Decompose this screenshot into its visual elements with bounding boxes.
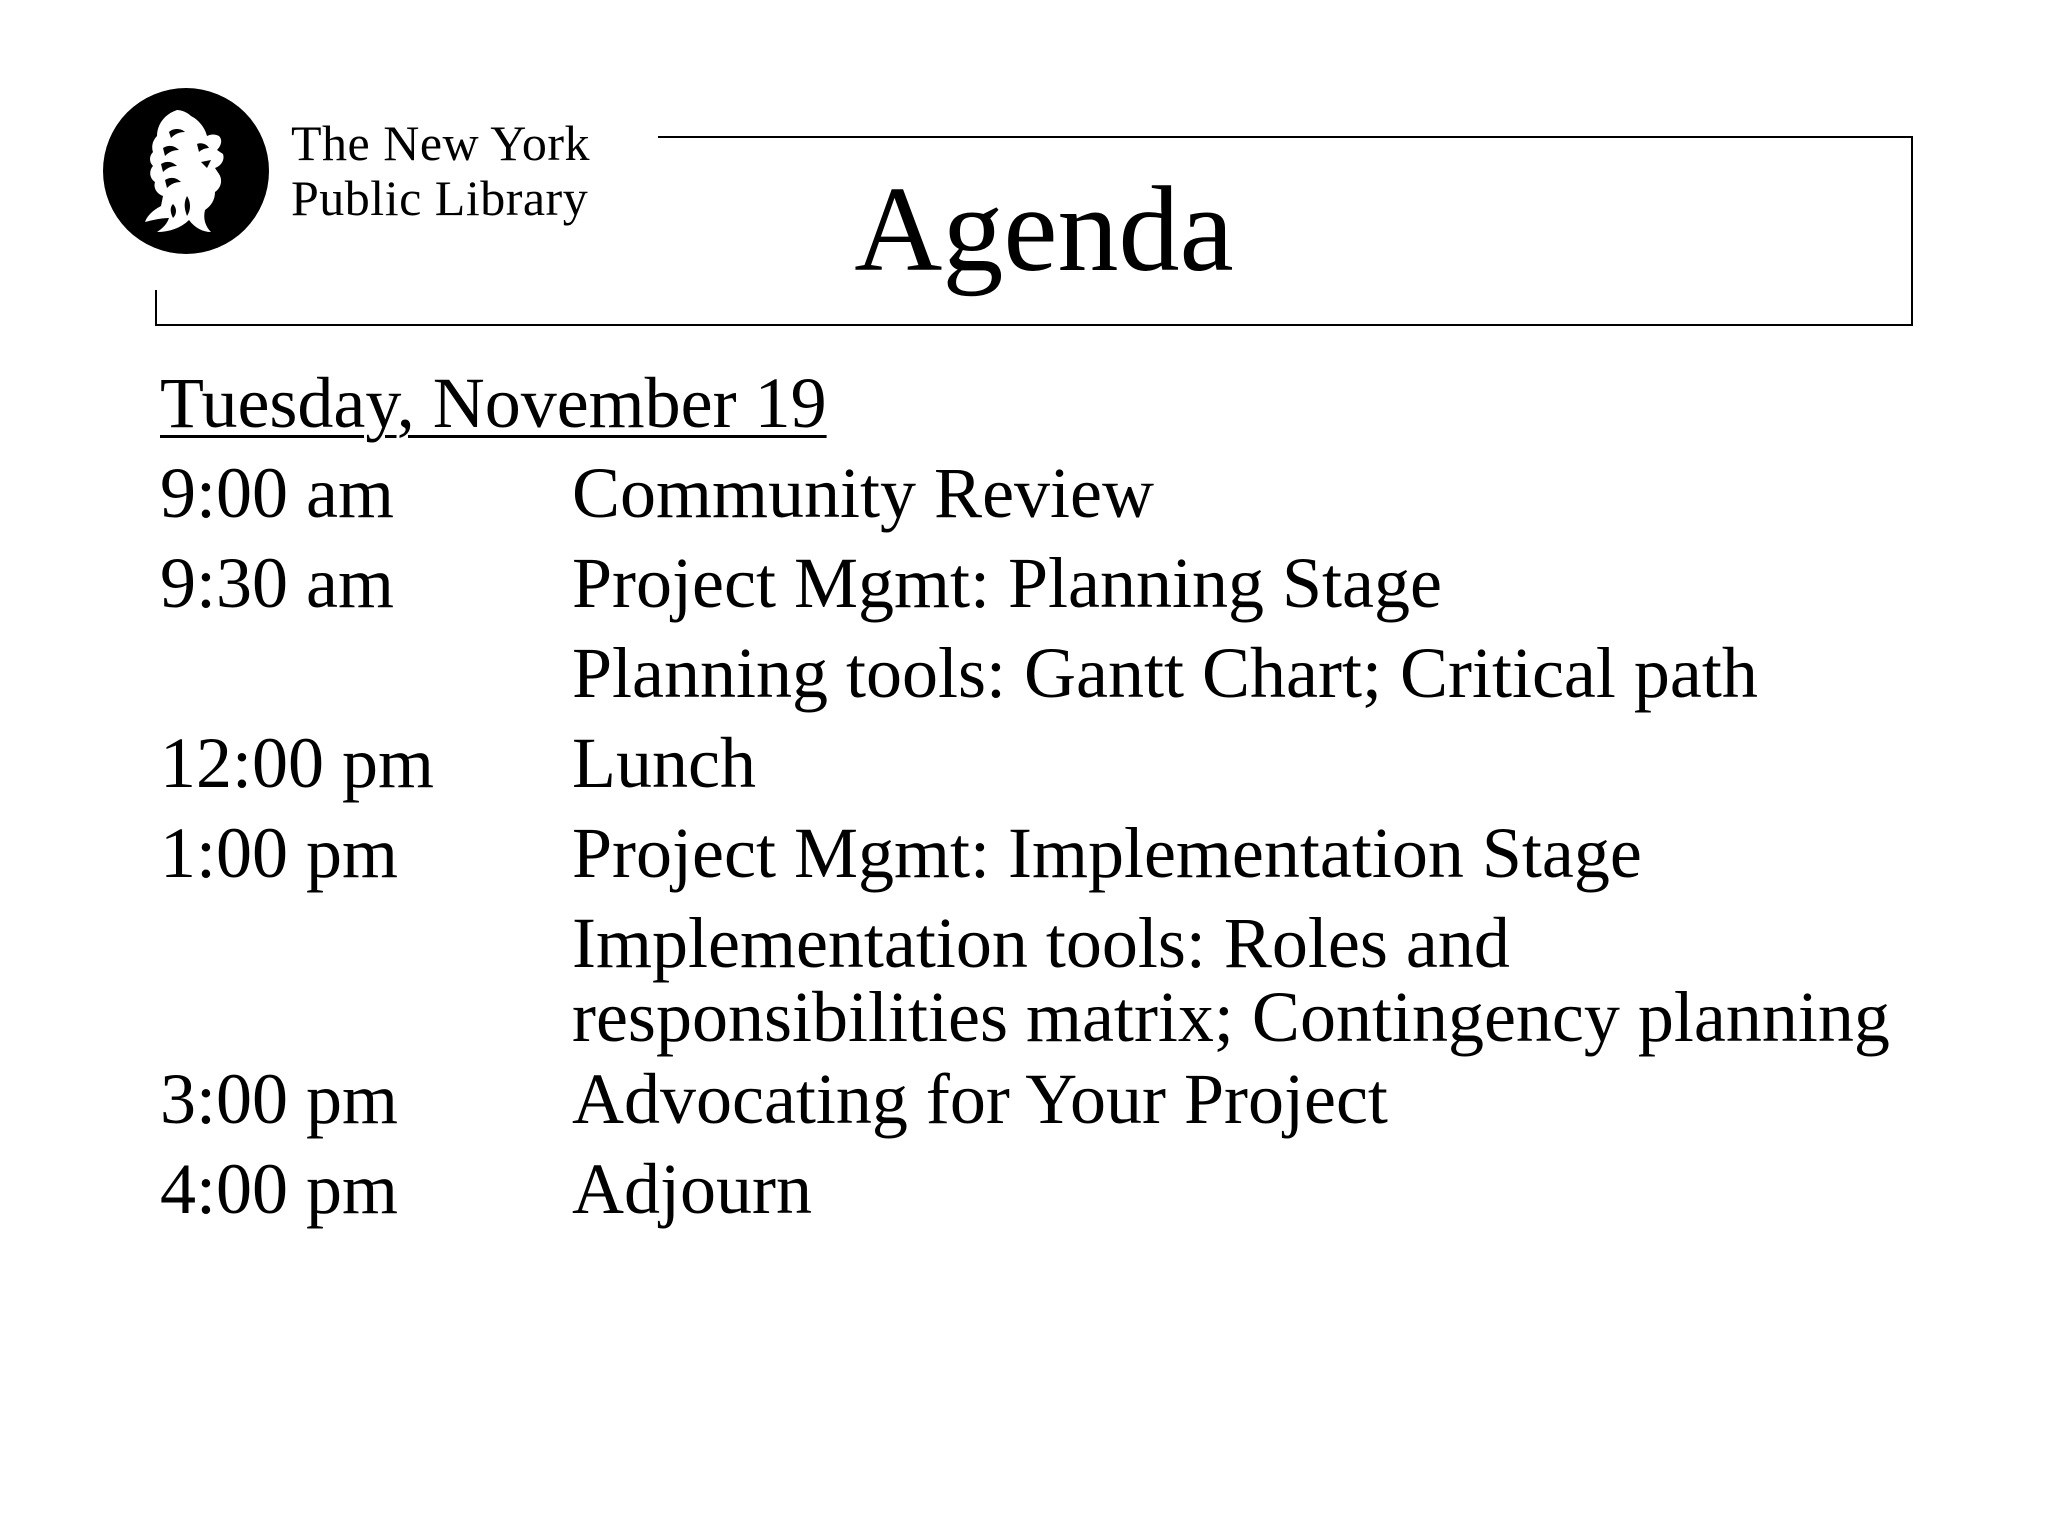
agenda-row	[160, 538, 1940, 628]
agenda-row	[160, 898, 1940, 1057]
agenda-item: Project Mgmt: Implementation Stage	[572, 813, 1642, 893]
date-heading: Tuesday, November 19	[160, 363, 827, 443]
agenda-time: 12:00 pm	[160, 723, 435, 803]
agenda-row	[160, 808, 1940, 898]
agenda-row	[160, 1054, 1940, 1144]
agenda-item: Planning tools: Gantt Chart; Critical path	[572, 633, 1758, 713]
logo-line-1: The New York	[291, 115, 591, 171]
agenda-time	[160, 898, 572, 1054]
agenda-item: Adjourn	[572, 1149, 812, 1229]
agenda-time: 9:30 am	[160, 543, 394, 623]
agenda-item: Implementation tools: Roles and responsibilities matrix; Contingency planning	[572, 903, 1890, 1057]
agenda-row	[160, 628, 1940, 718]
agenda-list	[160, 358, 1940, 1234]
agenda-time: 1:00 pm	[160, 813, 399, 893]
agenda-item: Advocating for Your Project	[572, 1059, 1388, 1139]
agenda-row	[160, 1144, 1940, 1234]
agenda-item: Project Mgmt: Planning Stage	[572, 543, 1442, 623]
logo-line-2: Public Library	[291, 170, 589, 226]
agenda-row	[160, 448, 1940, 538]
agenda-time: 9:00 am	[160, 453, 394, 533]
page-title: Agenda	[854, 162, 1234, 297]
agenda-time: 3:00 pm	[160, 1059, 399, 1139]
agenda-time	[160, 628, 572, 718]
agenda-time: 4:00 pm	[160, 1149, 399, 1229]
agenda-item: Lunch	[572, 723, 756, 803]
agenda-row	[160, 718, 1940, 808]
agenda-item: Community Review	[572, 453, 1154, 533]
